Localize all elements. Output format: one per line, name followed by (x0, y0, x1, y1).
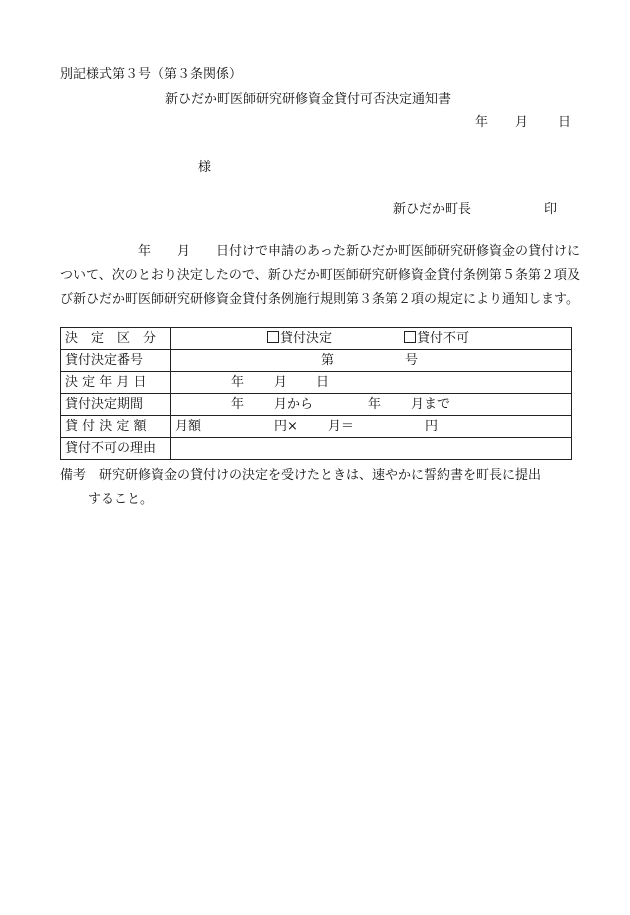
option-reject-label: 貸付不可 (417, 331, 470, 346)
period-end-year: 年 (368, 397, 382, 412)
row-value (171, 394, 572, 416)
issuer-name: 新ひだか町長 (393, 202, 472, 217)
period-end-month: 月まで (411, 397, 451, 412)
amount-months-equals: 月＝ (328, 419, 355, 434)
option-reject (404, 328, 469, 349)
number-suffix: 号 (405, 353, 419, 368)
checkbox-icon (267, 331, 279, 343)
document-title: 新ひだか町医師研究研修資金貸付可否決定通知書 (165, 92, 452, 107)
recipient-honorific: 様 (198, 160, 212, 175)
note-text-continued: すること。 (88, 492, 154, 507)
amount-total-yen: 円 (425, 419, 439, 434)
row-label: 貸 付 決 定 額 (61, 416, 171, 438)
note-text: 備考 研究研修資金の貸付けの決定を受けたときは、速やかに誓約書を町長に提出 (60, 468, 542, 483)
row-value (171, 372, 572, 394)
row-label: 貸付決定期間 (61, 394, 171, 416)
row-value (171, 350, 572, 372)
date-month-unit: 月 (274, 375, 288, 390)
date-month: 月 (515, 115, 529, 130)
option-approve-label: 貸付決定 (280, 331, 333, 346)
row-label: 貸付決定番号 (61, 350, 171, 372)
date-day-unit: 日 (316, 375, 330, 390)
table-row-decision-amount (61, 416, 572, 438)
table-row-decision-number (61, 350, 572, 372)
table-row-rejection-reason (61, 438, 572, 460)
row-value (171, 438, 572, 460)
table-row-decision-date (61, 372, 572, 394)
row-value (171, 328, 572, 350)
date-year-unit: 年 (231, 375, 245, 390)
amount-yen-times: 円× (274, 419, 298, 434)
row-label: 貸付不可の理由 (61, 438, 171, 460)
checkbox-icon (404, 331, 416, 343)
date-day: 日 (558, 115, 572, 130)
period-start-month: 月から (274, 397, 314, 412)
notification-body: 年 月 日付けで申請のあった新ひだか町医師研究研修資金の貸付けについて、次のとおり決定したので、新ひだか町医師研究研修資金貸付条例第５条第２項及び新ひだか町医師研究研修資金貸付条例施行規則第３条第２項の規定により通知します。 (60, 244, 580, 307)
form-label: 別記様式第３号（第３条関係） (60, 67, 243, 82)
row-label: 決 定 区 分 (61, 328, 171, 350)
number-prefix: 第 (321, 353, 335, 368)
seal-mark: 印 (544, 202, 558, 217)
row-label: 決 定 年 月 日 (61, 372, 171, 394)
date-year: 年 (475, 115, 489, 130)
row-value (171, 416, 572, 438)
decision-table (60, 327, 572, 460)
table-row-decision-period (61, 394, 572, 416)
amount-monthly-label: 月額 (175, 419, 202, 434)
option-approve (267, 328, 332, 349)
period-start-year: 年 (231, 397, 245, 412)
table-row-decision-type (61, 328, 572, 350)
